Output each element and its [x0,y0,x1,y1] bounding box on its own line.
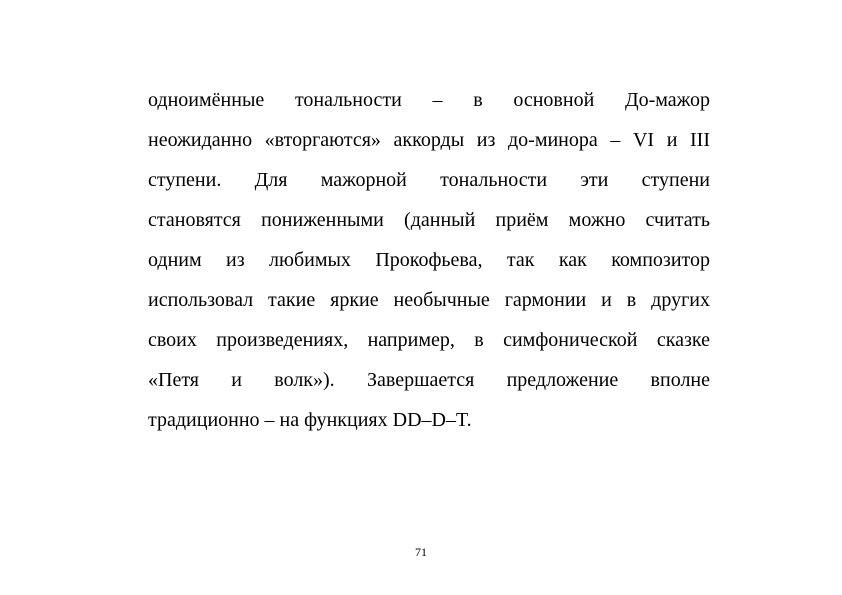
page-number: 71 [415,545,427,559]
text-line: использовал такие яркие необычные гармонии и в других [148,289,710,311]
text-line: своих произведениях, например, в симфонической сказке [148,329,710,351]
text-line: становятся пониженными (данный приём можно считать [148,209,710,231]
text-line: неожиданно «вторгаются» аккорды из до-минора – VI и III [148,129,710,151]
text-line: одноимённые тональности – в основной До-мажор [148,89,710,111]
text-line: одним из любимых Прокофьева, так как композитор [148,249,710,271]
text-line: ступени. Для мажорной тональности эти ступени [148,169,710,191]
body-paragraph [148,84,710,444]
text-line: «Петя и волк»). Завершается предложение вполне [148,369,710,391]
text-line: традиционно – на функциях DD–D–T. [148,409,472,431]
